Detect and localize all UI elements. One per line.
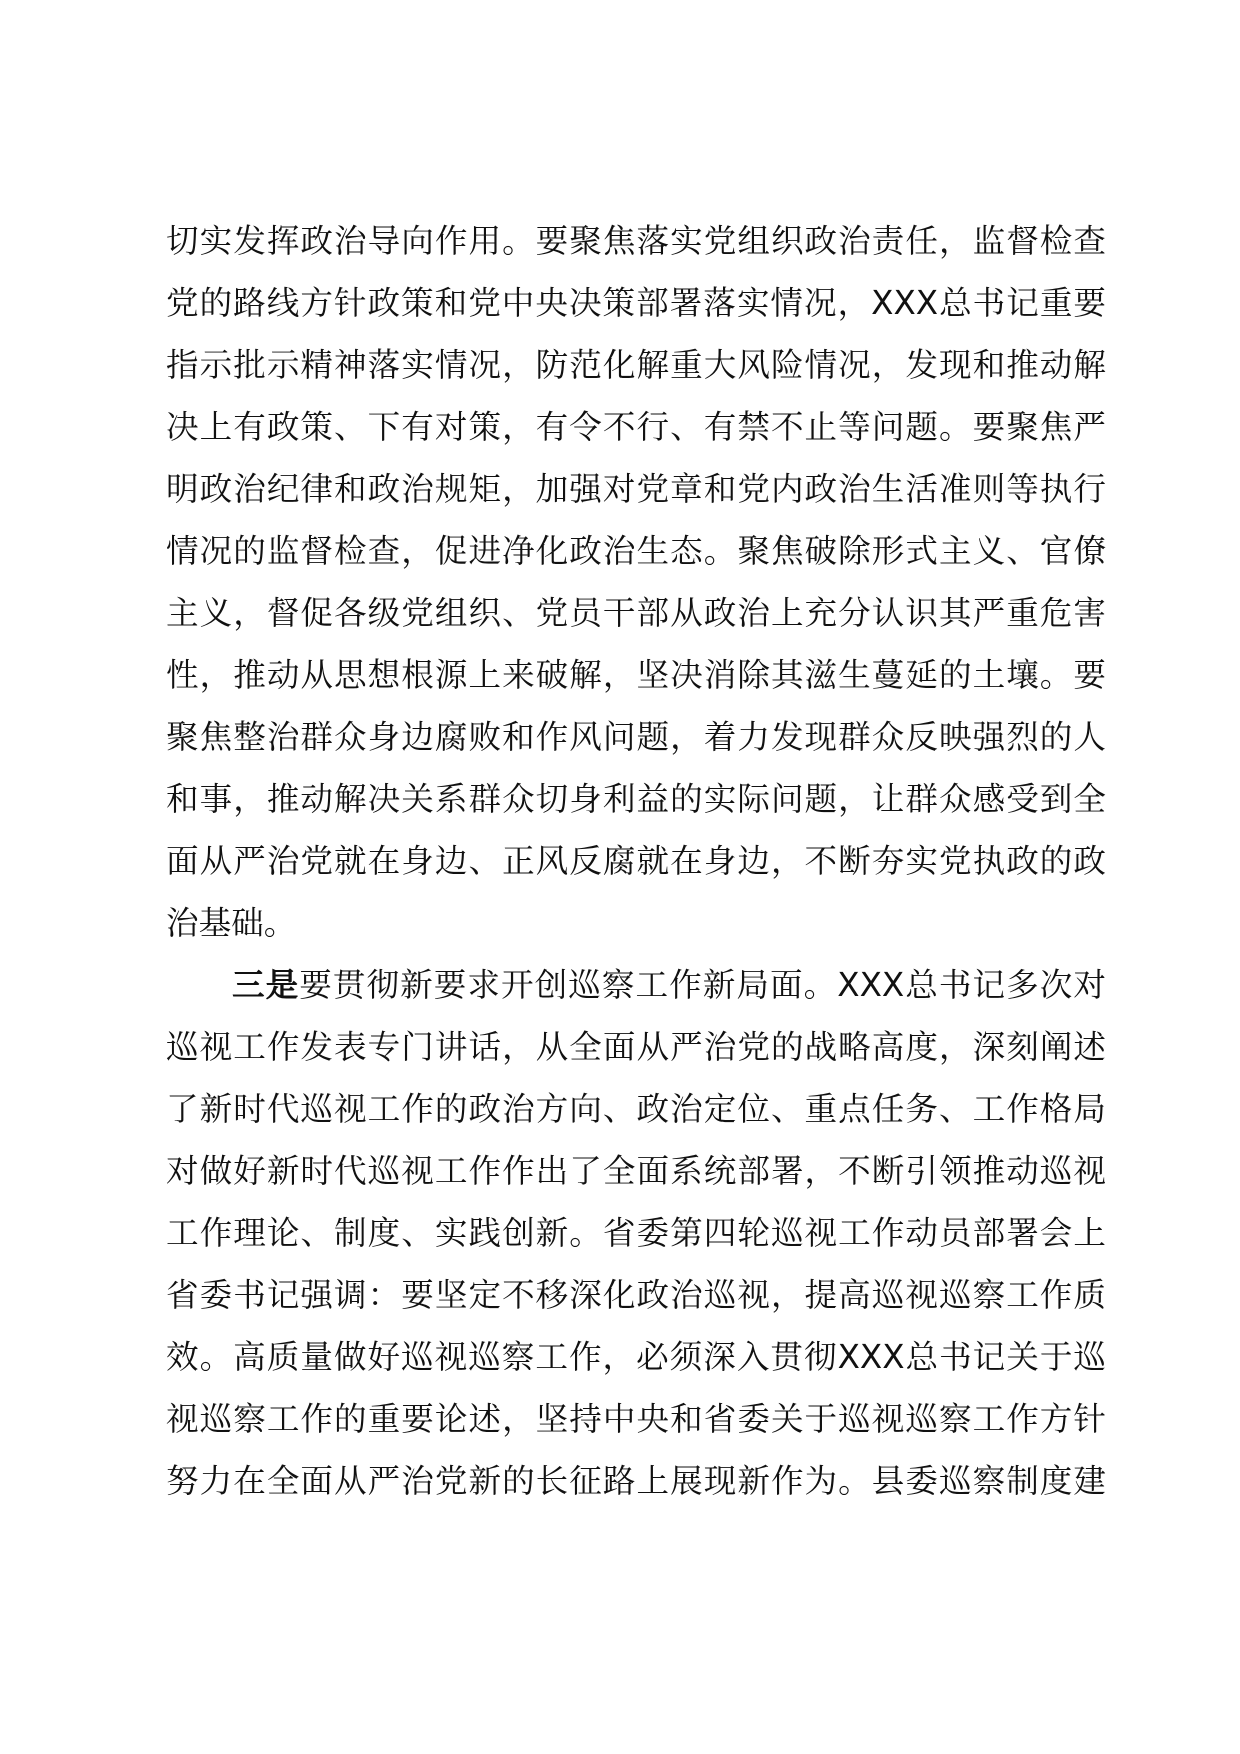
paragraph-2 xyxy=(166,954,1106,1512)
text-line: 效。高质量做好巡视巡察工作，必须深入贯彻XXX总书记关于巡 xyxy=(166,1338,1106,1376)
text-line: 努力在全面从严治党新的长征路上展现新作为。县委巡察制度建 xyxy=(166,1462,1106,1500)
text-line: 情况的监督检查，促进净化政治生态。聚焦破除形式主义、官僚 xyxy=(166,532,1106,570)
text-line: 切实发挥政治导向作用。要聚焦落实党组织政治责任，监督检查 xyxy=(166,222,1106,260)
text-line: 面从严治党就在身边、正风反腐就在身边，不断夯实党执政的政 xyxy=(166,842,1106,880)
text-line: 工作理论、制度、实践创新。省委第四轮巡视工作动员部署会上 xyxy=(166,1214,1106,1252)
text-line: 指示批示精神落实情况，防范化解重大风险情况，发现和推动解 xyxy=(166,346,1106,384)
text-line: 决上有政策、下有对策，有令不行、有禁不止等问题。要聚焦严 xyxy=(166,408,1106,446)
text-line: 聚焦整治群众身边腐败和作风问题，着力发现群众反映强烈的人 xyxy=(166,718,1106,756)
text-line: 和事，推动解决关系群众切身利益的实际问题，让群众感受到全 xyxy=(166,780,1106,818)
text-line: 巡视工作发表专门讲话，从全面从严治党的战略高度，深刻阐述 xyxy=(166,1028,1106,1066)
text-line: 主义，督促各级党组织、党员干部从政治上充分认识其严重危害 xyxy=(166,594,1106,632)
text-line: 省委书记强调：要坚定不移深化政治巡视，提高巡视巡察工作质 xyxy=(166,1276,1106,1314)
paragraph-1 xyxy=(166,210,1106,954)
text-line: 视巡察工作的重要论述，坚持中央和省委关于巡视巡察工作方针 xyxy=(166,1400,1106,1438)
first-line-text: 要贯彻新要求开创巡察工作新局面。XXX总书记多次对 xyxy=(299,966,1106,1004)
text-line: 对做好新时代巡视工作作出了全面系统部署，不断引领推动巡视 xyxy=(166,1152,1106,1190)
text-line: 明政治纪律和政治规矩，加强对党章和党内政治生活准则等执行 xyxy=(166,470,1106,508)
text-line: 了新时代巡视工作的政治方向、政治定位、重点任务、工作格局 xyxy=(166,1090,1106,1128)
paragraph-lead: 三是 xyxy=(232,966,300,1004)
text-line-last: 治基础。 xyxy=(166,904,297,942)
text-line: 党的路线方针政策和党中央决策部署落实情况，XXX总书记重要 xyxy=(166,284,1106,322)
document-body xyxy=(166,210,1106,1512)
text-line-first xyxy=(166,954,1106,1016)
text-line: 性，推动从思想根源上来破解，坚决消除其滋生蔓延的土壤。要 xyxy=(166,656,1106,694)
